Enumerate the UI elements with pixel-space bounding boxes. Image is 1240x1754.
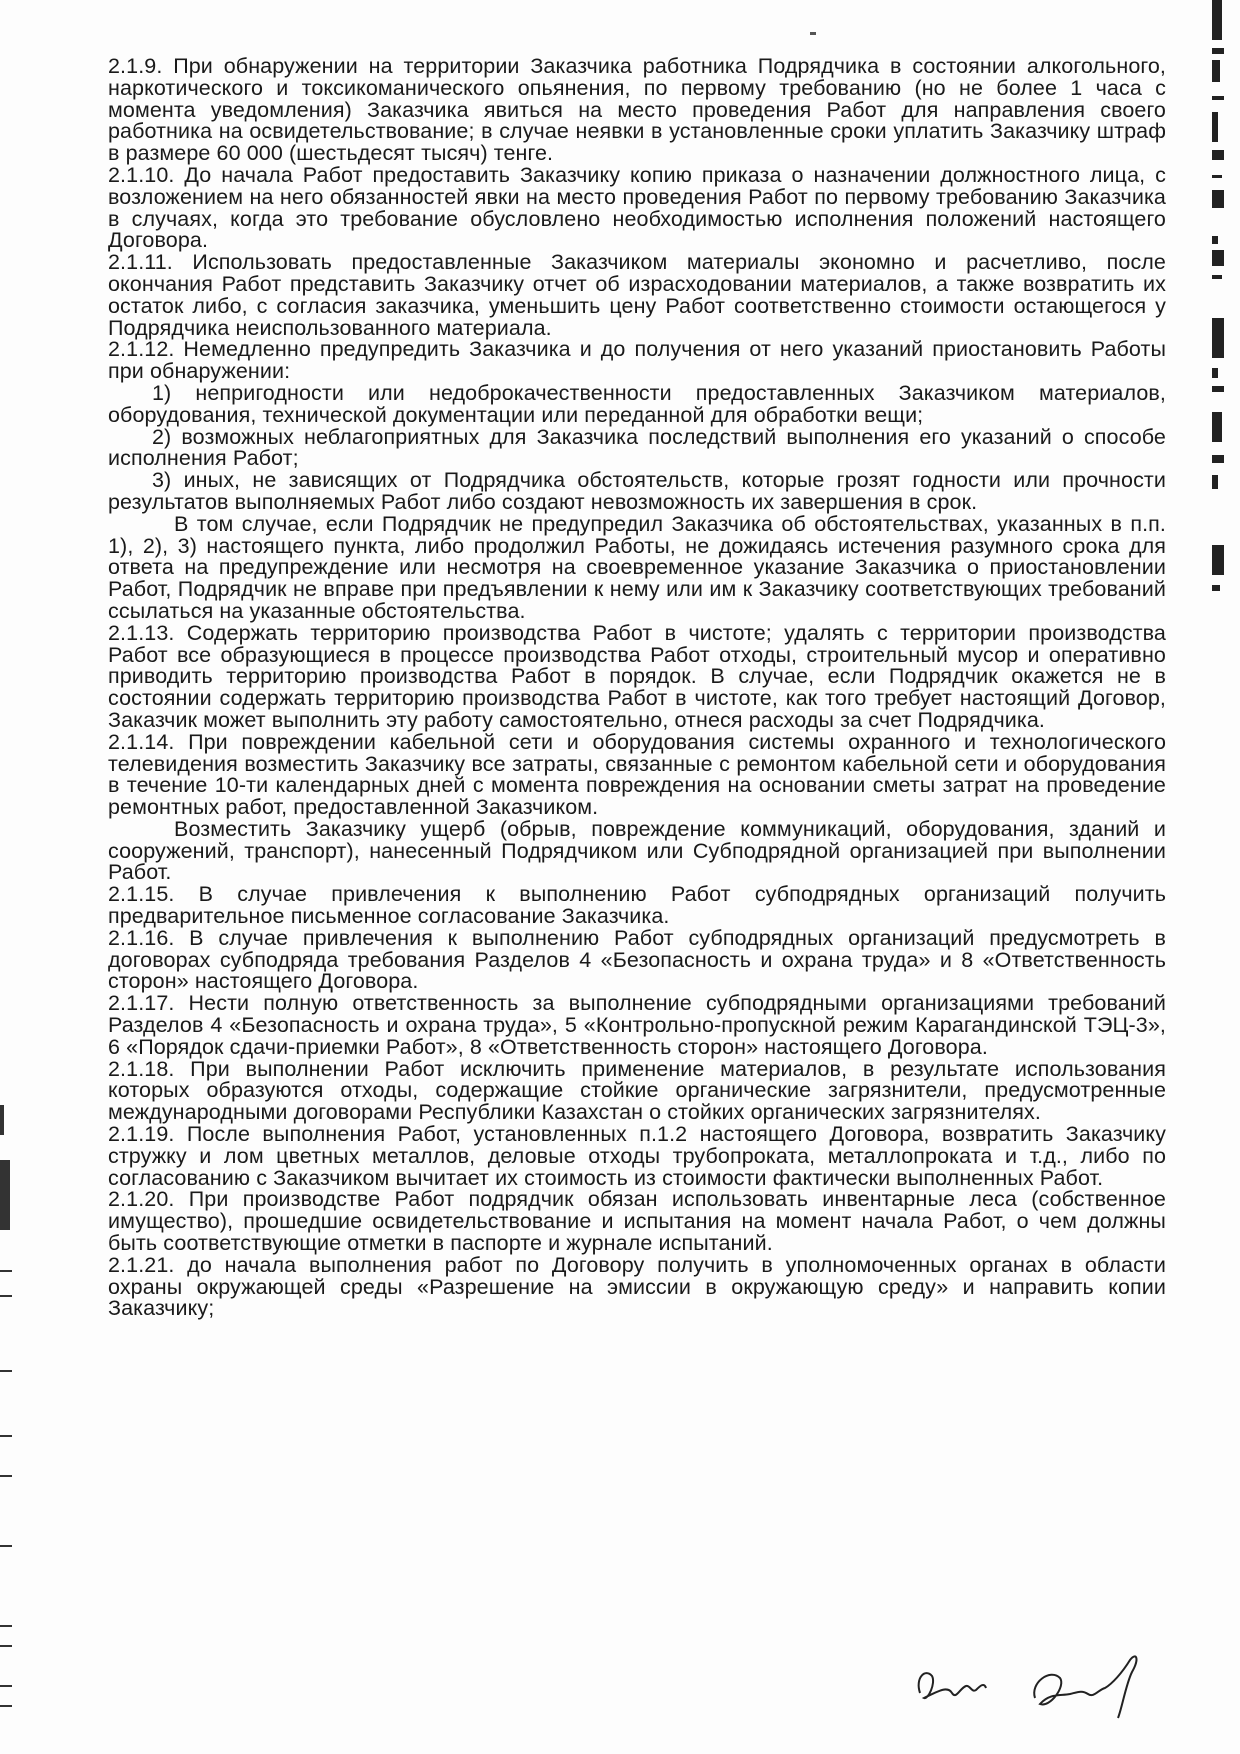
clause-2-1-12-item-1: 1) непригодности или недоброкачественности предоставленных Заказчиком материалов, оборудования, технической документации или переданной для обработки вещи;: [108, 380, 1166, 427]
clause-2-1-14: 2.1.14. При повреждении кабельной сети и оборудования системы охранного и технологического телевидения возместить Заказчику все затраты, связанные с ремонтом кабельной сети и оборудования в течение 10-ти календарных дней с момента повреждения на основании сметы затрат на проведение ремонтных работ, предоставленной Заказчиком.: [108, 729, 1166, 820]
clause-2-1-9: 2.1.9. При обнаружении на территории Заказчика работника Подрядчика в состоянии алкогольного, наркотического и токсикоманического опьянения, по первому требованию (но не более 1 часа с момента уведомления) Заказчика явиться на место проведения Работ для направления своего работника на освидетельствование; в случае неявки в установленные сроки уплатить Заказчику штраф в размере 60 000 (шестьдесят тысяч) тенге.: [108, 54, 1166, 166]
clause-2-1-12-note: В том случае, если Подрядчик не предупредил Заказчика об обстоятельствах, указанных в п.п. 1), 2), 3) настоящего пункта, либо продолжил Работы, не дожидаясь истечения разумного срока для ответа на предупреждение или несмотря на своевременное указание Заказчика о приостановлении Работ, Подрядчик не вправе при предъявлении к нему или им к Заказчику соответствующих требований ссылаться на указанные обстоятельства.: [108, 511, 1166, 623]
signature-right: [1034, 1656, 1136, 1718]
signatures: [900, 1638, 1200, 1728]
clause-2-1-10: 2.1.10. До начала Работ предоставить Заказчику копию приказа о назначении должностного лица, с возложением на него обязанностей явки на место проведения Работ по первому требованию Заказчика в случаях, когда это требование обусловлено необходимостью исполнения положений настоящего Договора.: [108, 162, 1166, 253]
scan-binding-marks-left: [0, 1105, 14, 1725]
scan-binding-marks-right: [1212, 0, 1228, 610]
scan-speck: [810, 32, 816, 35]
contract-text: [108, 56, 1166, 1320]
clause-2-1-11: 2.1.11. Использовать предоставленные Заказчиком материалы экономно и расчетливо, после окончания Работ представить Заказчику отчет об израсходовании материалов, а также возвратить их остаток либо, с согласия заказчика, уменьшить цену Работ соответственно стоимости остающегося у Подрядчика неиспользованного материала.: [108, 250, 1166, 340]
clause-2-1-20: 2.1.20. При производстве Работ подрядчик обязан использовать инвентарные леса (собственное имущество), прошедшие освидетельствование и испытания на момент начала Работ, о чем должны быть соответствующие отметки в паспорте и журнале испытаний.: [108, 1187, 1166, 1256]
clause-2-1-21: 2.1.21. до начала выполнения работ по Договору получить в уполномоченных органах в области охраны окружающей среды «Разрешение на эмиссии в окружающую среду» и направить копии Заказчику;: [108, 1252, 1166, 1321]
clause-2-1-12: 2.1.12. Немедленно предупредить Заказчика и до получения от него указаний приостановить Работы при обнаружении:: [108, 337, 1166, 384]
clause-2-1-17: 2.1.17. Нести полную ответственность за выполнение субподрядными организациями требований Разделов 4 «Безопасность и охрана труда», 5 «Контрольно-пропускной режим Карагандинской ТЭЦ-3», 6 «Порядок сдачи-приемки Работ», 8 «Ответственность сторон» настоящего Договора.: [108, 991, 1166, 1059]
clause-2-1-16: 2.1.16. В случае привлечения к выполнению Работ субподрядных организаций предусмотреть в договорах субподряда требования Разделов 4 «Безопасность и охрана труда» и 8 «Ответственность сторон» настоящего Договора.: [108, 925, 1166, 994]
clause-2-1-12-item-3: 3) иных, не зависящих от Подрядчика обстоятельств, которые грозят годности или прочности результатов выполняемых Работ либо создают невозможность их завершения в срок.: [108, 468, 1166, 514]
clause-2-1-19: 2.1.19. После выполнения Работ, установленных п.1.2 настоящего Договора, возвратить Заказчику стружку и лом цветных металлов, деловые отходы трубопроката, металлопроката и т.д., либо по согласованию с Заказчиком вычитает их стоимость из стоимости фактически выполненных Работ.: [108, 1122, 1166, 1190]
clause-2-1-14-damage: Возместить Заказчику ущерб (обрыв, повреждение коммуникаций, оборудования, зданий и сооружений, транспорт), нанесенный Подрядчиком или Субподрядной организацией при выполнении Работ.: [108, 816, 1166, 885]
clause-2-1-12-item-2: 2) возможных неблагоприятных для Заказчика последствий выполнения его указаний о способе исполнения Работ;: [108, 424, 1166, 471]
clause-2-1-15: 2.1.15. В случае привлечения к выполнению Работ субподрядных организаций получить предварительное письменное согласование Заказчика.: [108, 882, 1166, 929]
clause-2-1-13: 2.1.13. Содержать территорию производства Работ в чистоте; удалять с территории производства Работ все образующиеся в процессе производства Работ отходы, строительный мусор и оперативно приводить территорию производства Работ в порядок. В случае, если Подрядчик окажется не в состоянии содержать территорию производства Работ в чистоте, как того требует настоящий Договор, Заказчик может выполнить эту работу самостоятельно, отнеся расходы за счет Подрядчика.: [108, 620, 1166, 732]
signature-left: [919, 1673, 986, 1698]
clause-2-1-18: 2.1.18. При выполнении Работ исключить применение материалов, в результате использования которых образуются отходы, содержащие стойкие органические загрязнители, предусмотренные международными договорами Республики Казахстан о стойких органических загрязнителях.: [108, 1056, 1166, 1125]
